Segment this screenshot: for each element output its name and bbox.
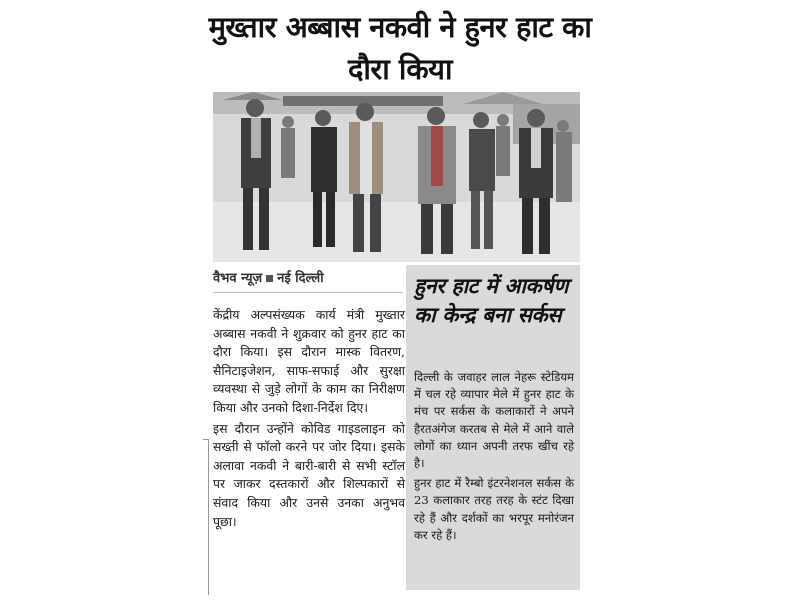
article-body bbox=[213, 306, 405, 531]
sidebar-body bbox=[414, 369, 574, 544]
byline bbox=[213, 266, 403, 293]
article-paragraph: केंद्रीय अल्पसंख्यक कार्य मंत्री मुख्तार अब्बास नकवी ने शुक्रवार को हुनर हाट का दौरा किया। इस दौरान मास्क वितरण, सैनिटाइजेशन, साफ-सफाई और सुरक्षा व्यवस्था से जुड़े लोगों के काम का निरीक्षण किया और उनको दिशा-निर्देश दिए। bbox=[213, 307, 405, 415]
photo-illustration bbox=[213, 92, 580, 262]
byline-source: वैभव न्यूज़ bbox=[213, 271, 263, 286]
sidebar-paragraph: दिल्ली के जवाहर लाल नेहरू स्टेडियम में चल रहे व्यापार मेले में हुनर हाट के मंच पर सर्कस के कलाकारों ने अपने हैरतअंगेज करतब से मेले में आने वाले लोगों का ध्यान अपनी तरफ खींच रहे है। bbox=[414, 370, 574, 471]
headline: मुख्तार अब्बास नकवी ने हुनर हाट का दौरा किया bbox=[208, 10, 592, 86]
sidebar-paragraph: हुनर हाट में रैम्बो इंटरनेशनल सर्कस के 23 कलाकार तरह तरह के स्टंट दिखा रहे हैं और दर्शकों का भरपूर मनोरंजन कर रहे हैं। bbox=[414, 476, 574, 542]
article-paragraph: इस दौरान उन्होंने कोविड गाइडलाइन को सख्ती से फॉलो करने पर जोर दिया। इसके अलावा नकवी ने बारी-बारी से सभी स्टॉल पर जाकर दस्तकारों और शिल्पकारों से संवाद किया और उनसे उनका अनुभव पूछा। bbox=[213, 420, 405, 529]
column-rule bbox=[208, 440, 209, 595]
byline-location: नई दिल्ली bbox=[277, 271, 324, 286]
sidebar-title: हुनर हाट में आकर्षण का केन्द्र बना सर्कस bbox=[414, 274, 569, 327]
column-rule-tick bbox=[203, 439, 209, 440]
news-photo bbox=[213, 92, 580, 262]
byline-separator bbox=[266, 275, 273, 282]
